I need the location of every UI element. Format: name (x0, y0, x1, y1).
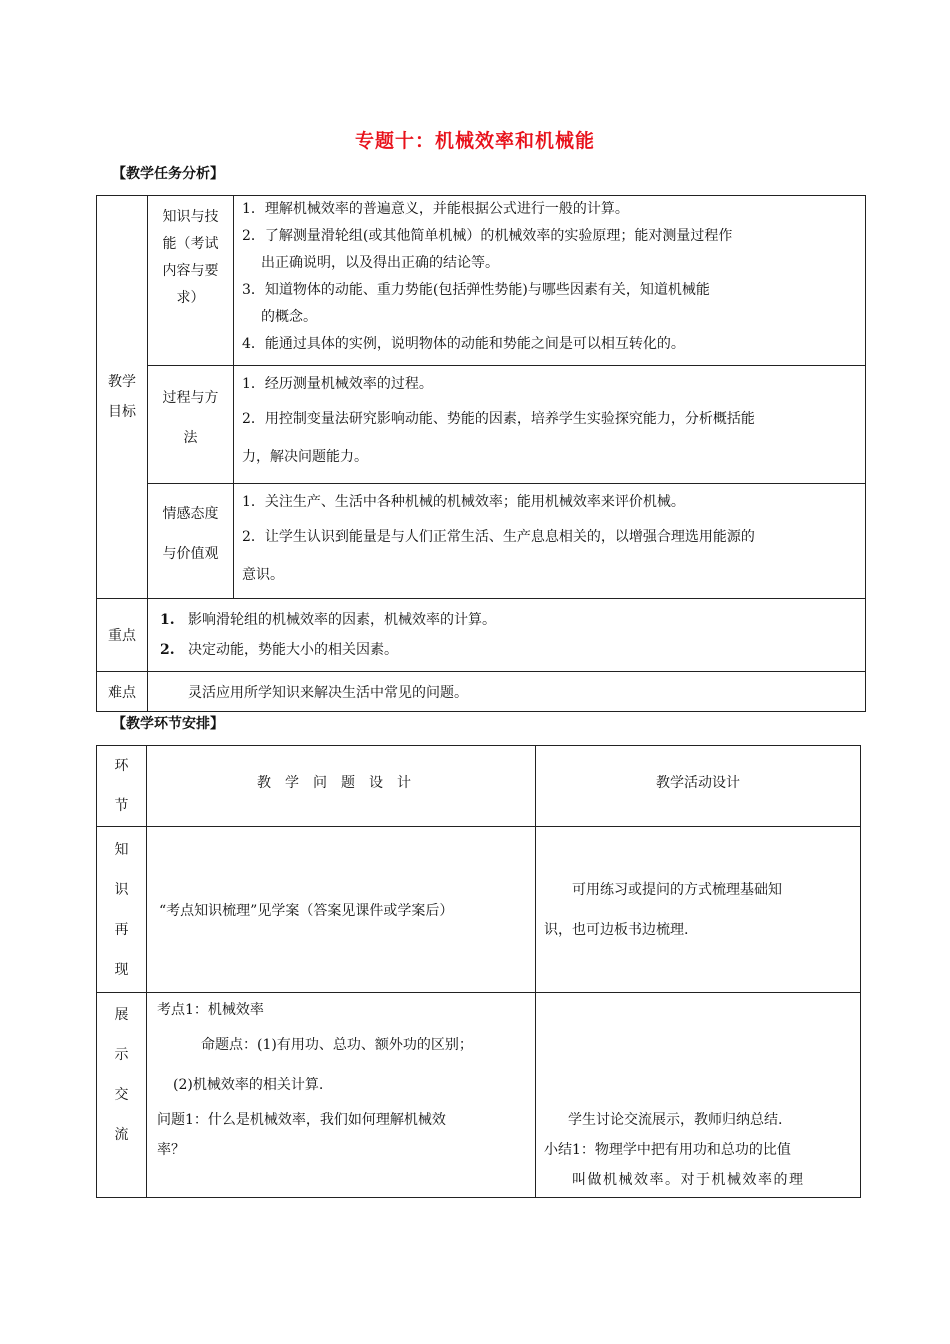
process-label-line: 过程与方 (162, 390, 219, 406)
knowledge-label-line: 内容与要 (162, 263, 219, 279)
difficulty-label: 难点 (108, 684, 136, 701)
activity-header: 教学活动设计 (656, 775, 740, 791)
section-heading-task-analysis: 【教学任务分析】 (112, 166, 224, 182)
design-line: 考点1：机械效率 (157, 1002, 264, 1018)
stage-char: 识 (114, 881, 129, 898)
process-item: 2．用控制变量法研究影响动能、势能的因素，培养学生实验探究能力，分析概括能 (242, 411, 755, 427)
stage-char: 再 (114, 921, 129, 938)
keypoint-number: 2. (160, 642, 175, 658)
emotion-item: 1．关注生产、生活中各种机械的机械效率；能用机械效率来评价机械。 (242, 494, 685, 510)
difficulty-text-cell (148, 672, 866, 712)
stage-char: 流 (114, 1127, 129, 1143)
process-label-line: 法 (183, 430, 198, 446)
activity-line: 识，也可边板书边梳理. (544, 921, 689, 938)
stage-char: 知 (114, 841, 129, 858)
design-line: 命题点：(1)有用功、总功、额外功的区别； (201, 1037, 473, 1053)
stage-cell (97, 827, 147, 993)
section-heading-teaching-steps: 【教学环节安排】 (112, 716, 224, 732)
knowledge-label-line: 知识与技 (162, 209, 219, 225)
keypoint-item (160, 635, 865, 665)
process-items-cell (234, 366, 866, 484)
knowledge-label-line: 能（考试 (162, 236, 219, 252)
emotion-items-cell (234, 484, 866, 599)
design-line: 问题1：什么是机械效率，我们如何理解机械效 (157, 1112, 446, 1128)
activity-line: 叫做机械效率。对于机械效率的理 (572, 1172, 805, 1188)
knowledge-item: 的概念。 (261, 309, 317, 325)
teaching-task-table (96, 195, 866, 712)
stage-char: 现 (114, 961, 129, 978)
stage-char: 交 (114, 1087, 129, 1103)
teaching-steps-table (96, 745, 861, 1198)
emotion-item: 意识。 (242, 567, 284, 583)
emotion-label-line: 与价值观 (162, 546, 219, 562)
stage-header-char: 环 (114, 758, 129, 774)
knowledge-label-cell (148, 196, 234, 366)
goals-label: 教学目标 (108, 374, 136, 420)
difficulty-text: 灵活应用所学知识来解决生活中常见的问题。 (188, 684, 468, 701)
knowledge-item: 4．能通过具体的实例，说明物体的动能和势能之间是可以相互转化的。 (242, 336, 685, 352)
knowledge-item: 1．理解机械效率的普遍意义，并能根据公式进行一般的计算。 (242, 201, 629, 217)
knowledge-items-cell (234, 196, 866, 366)
design-header-cell (147, 746, 536, 827)
process-item: 1．经历测量机械效率的过程。 (242, 376, 433, 392)
activity-header-cell (536, 746, 861, 827)
activity-cell (536, 993, 861, 1198)
stage-char: 示 (114, 1047, 129, 1063)
design-cell (147, 827, 536, 993)
keypoint-text: 影响滑轮组的机械效率的因素，机械效率的计算。 (188, 612, 496, 628)
stage-cell (97, 993, 147, 1198)
process-item: 力，解决问题能力。 (242, 449, 368, 465)
knowledge-item: 出正确说明，以及得出正确的结论等。 (261, 255, 499, 271)
stage-char: 展 (114, 1007, 129, 1023)
keypoints-label: 重点 (108, 628, 136, 644)
keypoints-label-cell (97, 599, 148, 672)
emotion-item: 2．让学生认识到能量是与人们正常生活、生产息息相关的，以增强合理选用能源的 (242, 529, 755, 545)
activity-cell (536, 827, 861, 993)
knowledge-label-line: 求） (176, 290, 205, 306)
design-line: (2)机械效率的相关计算. (173, 1077, 324, 1093)
stage-header-char: 节 (114, 798, 129, 814)
keypoints-items-cell (148, 599, 866, 672)
difficulty-label-cell (97, 672, 148, 712)
design-header: 教学问题设计 (257, 775, 425, 791)
stage-header-cell (97, 746, 147, 827)
keypoint-text: 决定动能，势能大小的相关因素。 (188, 642, 398, 658)
emotion-label-cell (148, 484, 234, 599)
activity-line: 小结1：物理学中把有用功和总功的比值 (544, 1142, 791, 1158)
activity-line: 可用练习或提问的方式梳理基础知 (572, 881, 782, 898)
page-title: 专题十：机械效率和机械能 (354, 130, 595, 152)
keypoint-item (160, 605, 865, 635)
keypoint-number: 1. (160, 612, 175, 628)
knowledge-item: 2．了解测量滑轮组(或其他简单机械）的机械效率的实验原理；能对测量过程作 (242, 228, 733, 244)
design-cell (147, 993, 536, 1198)
design-text: “考点知识梳理”见学案（答案见课件或学案后） (159, 902, 454, 919)
emotion-label-line: 情感态度 (162, 506, 219, 522)
knowledge-item: 3．知道物体的动能、重力势能(包括弹性势能)与哪些因素有关，知道机械能 (242, 282, 710, 298)
goals-label-cell (97, 196, 148, 599)
activity-line: 学生讨论交流展示，教师归纳总结. (568, 1112, 783, 1128)
process-label-cell (148, 366, 234, 484)
design-line: 率？ (157, 1142, 185, 1158)
